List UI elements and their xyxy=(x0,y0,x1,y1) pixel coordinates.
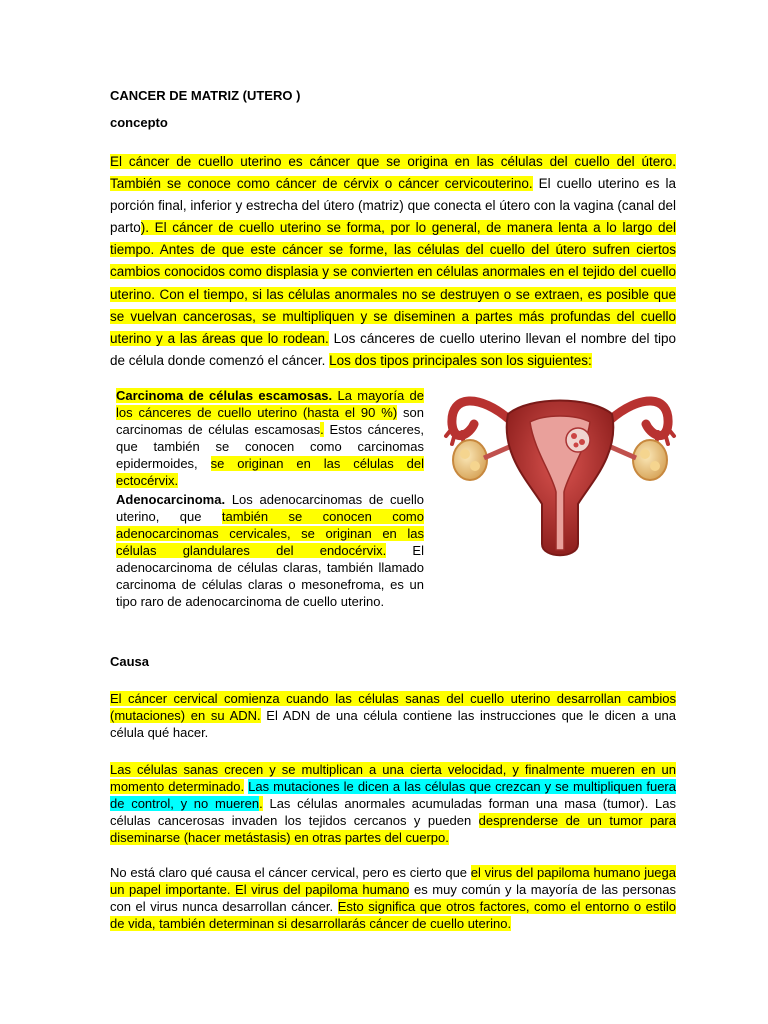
highlight: Las células sanas crecen y se multiplican a una cierta velocidad, y finalmente mueren en un momento determinado. xyxy=(110,762,676,794)
text-run: son carcinomas de células escamosas xyxy=(116,405,424,437)
concepto-paragraph xyxy=(110,151,676,372)
adenocarcinoma-paragraph-top xyxy=(116,491,424,610)
text-run: El ADN de una célula contiene las instrucciones que le dicen a una célula qué hacer. xyxy=(110,708,676,740)
highlight: Los dos tipos principales son los siguientes: xyxy=(329,352,592,368)
text-run: Las células anormales acumuladas forman una masa (tumor). Las células cancerosas invaden los tejidos cercanos y pueden xyxy=(110,796,677,828)
text-run: es muy común y la mayoría de las personas con el virus nunca desarrollan cáncer. xyxy=(110,882,677,914)
highlight: . xyxy=(259,796,263,811)
uterus-illustration-icon xyxy=(440,374,680,574)
text-run: Los cánceres de cuello uterino llevan el nombre del tipo de célula donde comenzó el cáncer. xyxy=(110,330,677,368)
highlight: desprenderse de un tumor para diseminarse (hacer metástasis) en otras partes del cuerpo. xyxy=(110,813,676,845)
highlight-cyan: Las mutaciones le dicen a las células que crezcan y se multipliquen fuera de control, y no mueren xyxy=(110,779,676,811)
section-heading-concepto: concepto xyxy=(110,115,168,130)
text-run: Estos cánceres, que también se conocen como carcinomas epidermoides, xyxy=(116,422,424,471)
highlight: El cáncer cervical comienza cuando las células sanas del cuello uterino desarrollan cambios (mutaciones) en su ADN. xyxy=(110,691,676,723)
text-run: El adenocarcinoma de células claras, también llamado carcinoma de células claras o mesonefroma, es un tipo raro de adenocarcinoma de cuello uterino. xyxy=(116,543,424,609)
text-run: El cuello uterino es la porción final, inferior y estrecha del útero (matriz) que conecta el útero con la vagina (canal del parto xyxy=(110,176,676,236)
highlight: La mayoría de los cánceres de cuello uterino (hasta el 90 %) xyxy=(116,388,424,420)
highlight: también se conocen como adenocarcinomas cervicales, se originan en las células glandulares del endocérvix. xyxy=(116,509,424,558)
highlight: ). El cáncer de cuello uterino se forma, por lo general, de manera lenta a lo largo del tiempo. Antes de que este cáncer se forme, las células del cuello del útero sufren ciertos cambios conocidos como displasia y se convierten en células anormales en el tejido del cuello uterino. Con el tiempo, si las células anormales no se destruyen o se extraen, es posible que se vuelvan cancerosas, se multipliquen y se diseminen a partes más profundas del cuello uterino y a las áreas que lo rodean. xyxy=(110,220,676,346)
text-run: Los adenocarcinomas de cuello uterino, que xyxy=(116,492,424,524)
text-run: No está claro qué causa el cáncer cervical, pero es cierto que xyxy=(110,865,471,880)
term-adenocarcinoma: Adenocarcinoma. xyxy=(116,492,226,507)
highlight: el virus del papiloma humano juega un papel importante. El virus del papiloma humano xyxy=(110,865,677,897)
page-title: CANCER DE MATRIZ (UTERO ) xyxy=(110,88,301,103)
highlight: Esto significa que otros factores, como el entorno o estilo de vida, también determinan si desarrollarás cáncer de cuello uterino. xyxy=(110,899,676,931)
highlight: . xyxy=(320,422,324,437)
highlight: se originan en las células del ectocérvix. xyxy=(116,456,424,488)
term-carcinoma: Carcinoma de células escamosas. xyxy=(116,388,333,403)
highlight: El cáncer de cuello uterino es cáncer que se origina en las células del cuello del útero. También se conoce como cáncer de cérvix o cáncer cervicouterino. xyxy=(110,154,676,192)
section-heading-causa: Causa xyxy=(110,654,150,669)
carcinoma-paragraph xyxy=(116,387,424,489)
